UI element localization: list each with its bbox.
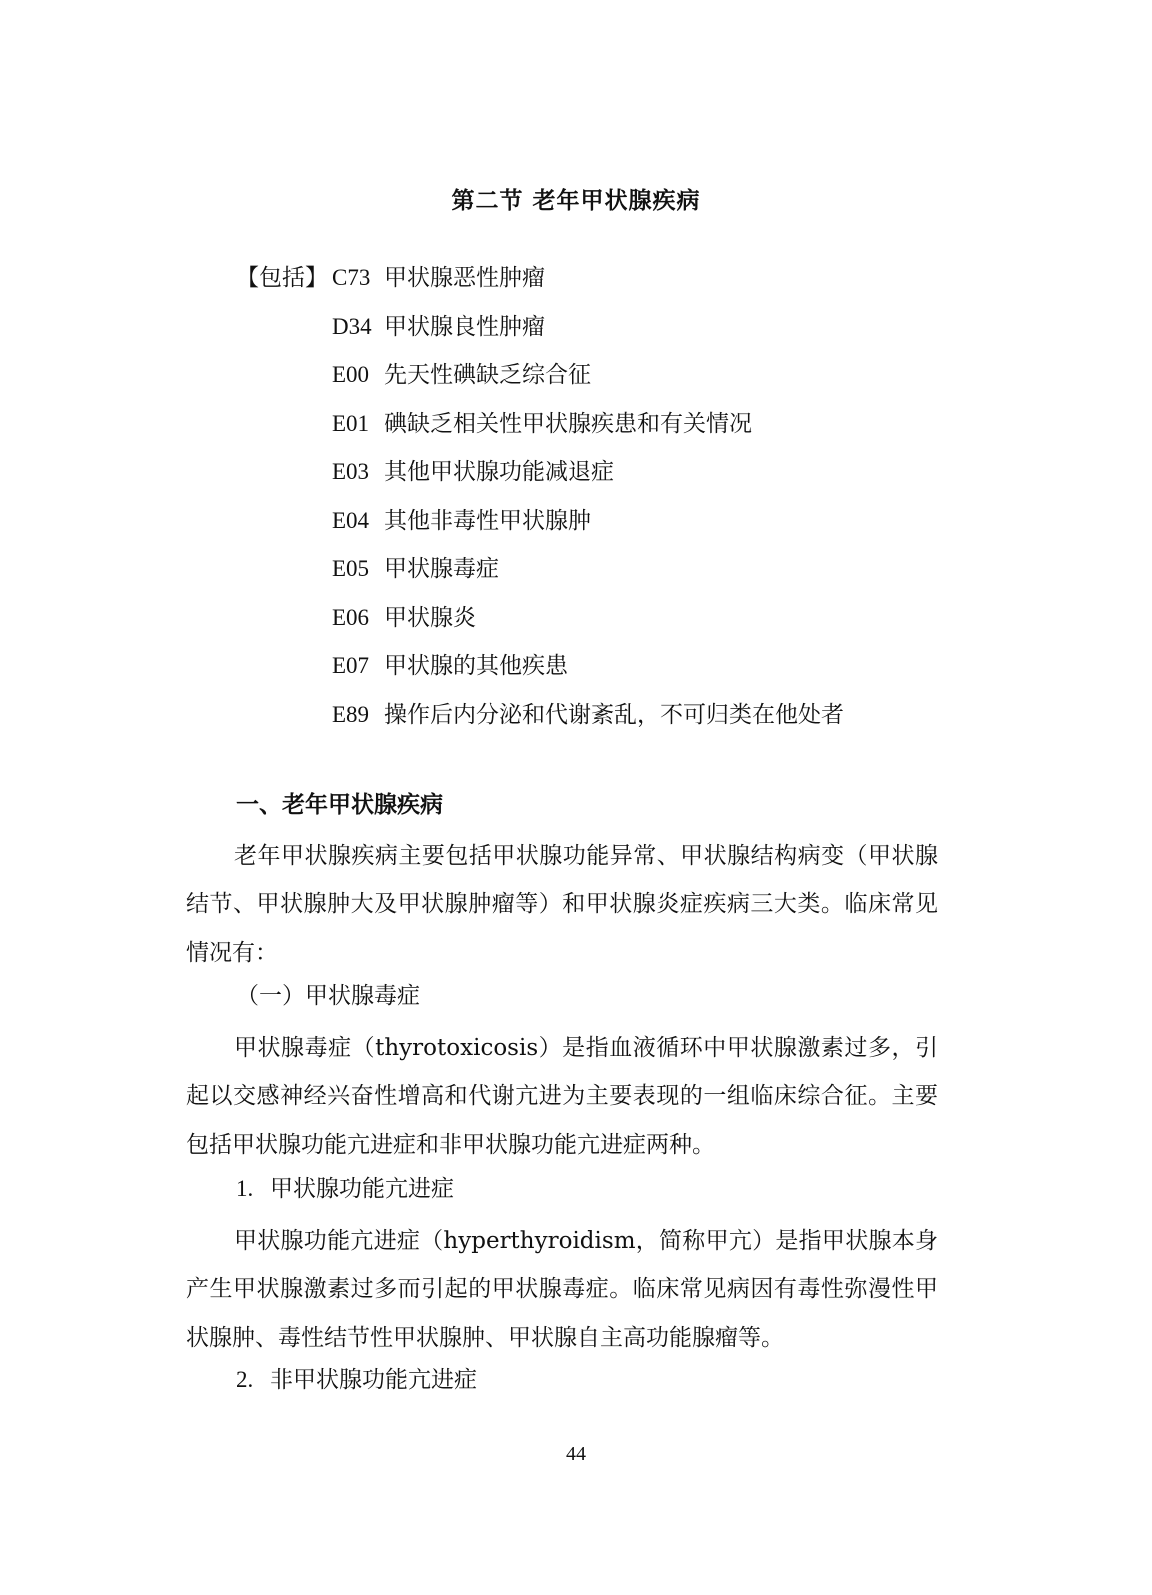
icd-description: 其他甲状腺功能减退症 (384, 459, 614, 485)
icd-description: 甲状腺毒症 (384, 556, 499, 582)
subheading-text: 非甲状腺功能亢进症 (270, 1367, 477, 1393)
subheading-thyrotoxicosis: （一）甲状腺毒症 (236, 983, 420, 1009)
icd-description: 甲状腺恶性肿瘤 (384, 265, 545, 291)
includes-item (236, 501, 996, 550)
includes-item (236, 307, 996, 356)
icd-code: E04 (332, 507, 370, 533)
includes-prefix: 【包括】 (236, 265, 328, 291)
icd-code: C73 (332, 265, 371, 290)
section-title: 第二节 老年甲状腺疾病 (451, 188, 701, 214)
includes-item (236, 549, 996, 598)
includes-item (236, 646, 996, 695)
icd-description: 操作后内分泌和代谢紊乱，不可归类在他处者 (384, 701, 844, 728)
icd-code: E03 (332, 459, 370, 484)
includes-item (236, 404, 996, 453)
paragraph-thyrotoxicosis: 甲状腺毒症（thyrotoxicosis）是指血液循环中甲状腺激素过多，引起以交感神经兴奋性增高和代谢亢进为主要表现的一组临床综合征。主要包括甲状腺功能亢进症和非甲状腺功能亢进症两种。 (186, 1035, 938, 1158)
icd-description: 甲状腺的其他疾患 (384, 653, 568, 679)
subheading-number: 1. (236, 1176, 254, 1201)
icd-description: 先天性碘缺乏综合征 (384, 362, 591, 388)
paragraph-hyperthyroidism: 甲状腺功能亢进症（hyperthyroidism，简称甲亢）是指甲状腺本身产生甲状腺激素过多而引起的甲状腺毒症。临床常见病因有毒性弥漫性甲状腺肿、毒性结节性甲状腺肿、甲状腺自主高功能腺瘤等。 (186, 1228, 938, 1351)
includes-item (236, 695, 996, 744)
paragraph-overview: 老年甲状腺疾病主要包括甲状腺功能异常、甲状腺结构病变（甲状腺结节、甲状腺肿大及甲状腺肿瘤等）和甲状腺炎症疾病三大类。临床常见情况有： (186, 843, 938, 966)
includes-item (236, 452, 996, 501)
includes-item (236, 355, 996, 404)
page-number: 44 (566, 1443, 586, 1465)
includes-item (236, 598, 996, 647)
includes-list (236, 258, 996, 743)
icd-description: 碘缺乏相关性甲状腺疾患和有关情况 (384, 410, 752, 437)
subheading-non-hyperthyroidism (236, 1360, 477, 1400)
icd-description: 甲状腺炎 (384, 604, 476, 631)
subheading-number: 2. (236, 1367, 254, 1392)
subheading-text: 甲状腺功能亢进症 (270, 1176, 454, 1202)
icd-code: E89 (332, 701, 370, 727)
icd-code: E00 (332, 362, 370, 387)
section-heading: 一、老年甲状腺疾病 (236, 792, 443, 818)
subheading-hyperthyroidism (236, 1169, 454, 1209)
icd-code: E06 (332, 604, 370, 630)
includes-item (236, 258, 996, 307)
icd-code: E07 (332, 653, 370, 678)
icd-code: D34 (332, 313, 372, 339)
icd-description: 其他非毒性甲状腺肿 (384, 507, 591, 534)
icd-description: 甲状腺良性肿瘤 (384, 313, 545, 340)
icd-code: E01 (332, 410, 370, 436)
icd-code: E05 (332, 556, 370, 581)
